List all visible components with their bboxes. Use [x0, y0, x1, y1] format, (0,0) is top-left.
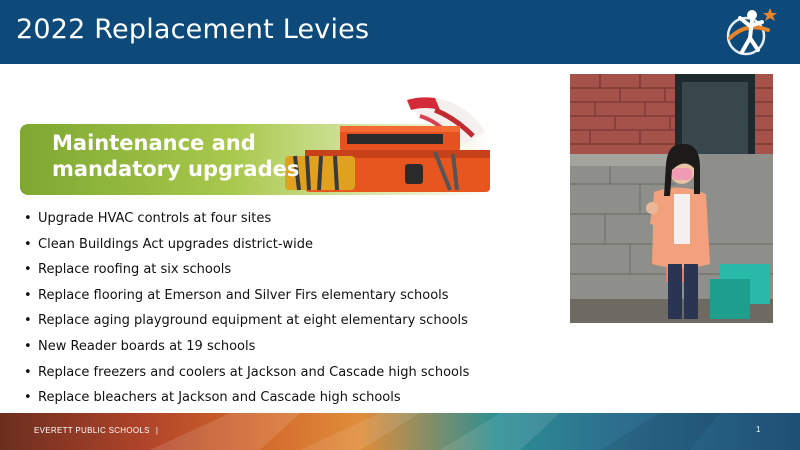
footer-bar	[0, 413, 800, 450]
banner-line-1: Maintenance and	[52, 131, 256, 155]
slide-title: 2022 Replacement Levies	[16, 14, 370, 45]
toolbox-icon	[285, 92, 500, 198]
bullet-item: • Replace roofing at six schools	[24, 257, 469, 283]
footer-org-name	[34, 426, 158, 435]
bullet-item: • Replace bleachers at Jackson and Cascade high schools	[24, 385, 469, 411]
bullet-item: • Replace freezers and coolers at Jackson and Cascade high schools	[24, 360, 469, 386]
banner-heading	[52, 130, 312, 182]
bullet-item: • Replace aging playground equipment at eight elementary schools	[24, 308, 469, 334]
district-logo-icon	[722, 4, 780, 60]
banner-line-2: mandatory upgrades	[52, 157, 300, 181]
footer-org-text: EVERETT PUBLIC SCHOOLS	[34, 426, 150, 435]
page-number: 1	[756, 425, 761, 434]
bullet-item: • Upgrade HVAC controls at four sites	[24, 206, 469, 232]
bullet-item: • Clean Buildings Act upgrades district-wide	[24, 232, 469, 258]
student-photo	[570, 74, 773, 323]
bullet-item: • Replace flooring at Emerson and Silver Firs elementary schools	[24, 283, 469, 309]
bullet-item: • New Reader boards at 19 schools	[24, 334, 469, 360]
footer-separator: |	[155, 426, 159, 435]
bullet-list	[24, 206, 469, 411]
title-bar	[0, 0, 800, 64]
